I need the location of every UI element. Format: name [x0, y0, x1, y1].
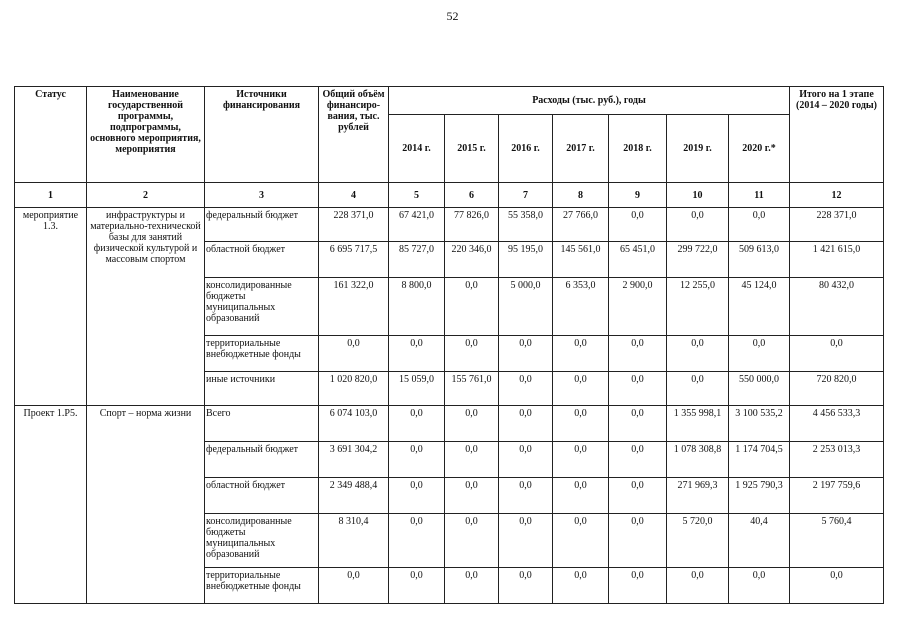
source-cell: территориальные внебюджетные фонды — [205, 336, 319, 372]
year-value-cell: 0,0 — [609, 406, 667, 442]
year-value-cell: 155 761,0 — [445, 372, 499, 406]
year-value-cell: 67 421,0 — [389, 208, 445, 242]
year-value-cell: 0,0 — [609, 372, 667, 406]
source-cell: областной бюджет — [205, 478, 319, 514]
year-value-cell: 0,0 — [499, 372, 553, 406]
stage-total-cell: 228 371,0 — [790, 208, 884, 242]
column-number: 1 — [15, 183, 87, 208]
year-value-cell: 6 353,0 — [553, 278, 609, 336]
status-cell: Проект 1.Р5. — [15, 406, 87, 604]
total-cell: 2 349 488,4 — [319, 478, 389, 514]
year-value-cell: 0,0 — [667, 568, 729, 604]
column-number: 11 — [729, 183, 790, 208]
source-cell: территориальные внебюджетные фонды — [205, 568, 319, 604]
stage-total-cell: 720 820,0 — [790, 372, 884, 406]
year-value-cell: 145 561,0 — [553, 242, 609, 278]
stage-total-cell: 5 760,4 — [790, 514, 884, 568]
year-value-cell: 0,0 — [609, 336, 667, 372]
header-year: 2014 г. — [389, 115, 445, 183]
year-value-cell: 27 766,0 — [553, 208, 609, 242]
total-cell: 6 074 103,0 — [319, 406, 389, 442]
year-value-cell: 0,0 — [389, 406, 445, 442]
year-value-cell: 0,0 — [445, 278, 499, 336]
total-cell: 228 371,0 — [319, 208, 389, 242]
source-cell: федеральный бюджет — [205, 442, 319, 478]
total-cell: 6 695 717,5 — [319, 242, 389, 278]
header-year: 2016 г. — [499, 115, 553, 183]
year-value-cell: 77 826,0 — [445, 208, 499, 242]
year-value-cell: 5 000,0 — [499, 278, 553, 336]
year-value-cell: 0,0 — [389, 568, 445, 604]
source-cell: консолидированные бюджеты муниципальных образований — [205, 278, 319, 336]
year-value-cell: 0,0 — [667, 372, 729, 406]
year-value-cell: 0,0 — [445, 336, 499, 372]
column-number: 6 — [445, 183, 499, 208]
year-value-cell: 0,0 — [389, 442, 445, 478]
year-value-cell: 85 727,0 — [389, 242, 445, 278]
year-value-cell: 45 124,0 — [729, 278, 790, 336]
status-cell: мероприятие 1.3. — [15, 208, 87, 406]
table-body — [15, 208, 884, 604]
year-value-cell: 271 969,3 — [667, 478, 729, 514]
source-cell: консолидированные бюджеты муниципальных образований — [205, 514, 319, 568]
year-value-cell: 0,0 — [499, 442, 553, 478]
total-cell: 161 322,0 — [319, 278, 389, 336]
year-value-cell: 0,0 — [553, 478, 609, 514]
year-value-cell: 509 613,0 — [729, 242, 790, 278]
year-value-cell: 40,4 — [729, 514, 790, 568]
stage-total-cell: 2 253 013,3 — [790, 442, 884, 478]
year-value-cell: 0,0 — [729, 208, 790, 242]
total-cell: 3 691 304,2 — [319, 442, 389, 478]
total-cell: 1 020 820,0 — [319, 372, 389, 406]
column-number: 10 — [667, 183, 729, 208]
year-value-cell: 55 358,0 — [499, 208, 553, 242]
header-year: 2015 г. — [445, 115, 499, 183]
header-total: Общий объём финансиро-вания, тыс. рублей — [319, 87, 389, 183]
year-value-cell: 0,0 — [445, 514, 499, 568]
stage-total-cell: 1 421 615,0 — [790, 242, 884, 278]
header-sources: Источники финансирования — [205, 87, 319, 183]
year-value-cell: 0,0 — [729, 568, 790, 604]
name-cell: Спорт – норма жизни — [87, 406, 205, 604]
year-value-cell: 1 925 790,3 — [729, 478, 790, 514]
year-value-cell: 0,0 — [499, 336, 553, 372]
year-value-cell: 0,0 — [445, 406, 499, 442]
stage-total-cell: 80 432,0 — [790, 278, 884, 336]
year-value-cell: 0,0 — [553, 336, 609, 372]
column-number-row — [15, 183, 884, 208]
year-value-cell: 299 722,0 — [667, 242, 729, 278]
table-row — [15, 406, 884, 442]
stage-total-cell: 2 197 759,6 — [790, 478, 884, 514]
header-year: 2017 г. — [553, 115, 609, 183]
column-number: 12 — [790, 183, 884, 208]
column-number: 7 — [499, 183, 553, 208]
year-value-cell: 0,0 — [609, 568, 667, 604]
header-year: 2020 г.* — [729, 115, 790, 183]
year-value-cell: 0,0 — [445, 442, 499, 478]
year-value-cell: 2 900,0 — [609, 278, 667, 336]
page-number: 52 — [446, 9, 459, 23]
year-value-cell: 12 255,0 — [667, 278, 729, 336]
year-value-cell: 0,0 — [499, 406, 553, 442]
header-year: 2018 г. — [609, 115, 667, 183]
header-name: Наименование государственной программы, подпрограммы, основного мероприятия, мероприятия — [87, 87, 205, 183]
year-value-cell: 0,0 — [729, 336, 790, 372]
year-value-cell: 8 800,0 — [389, 278, 445, 336]
year-value-cell: 0,0 — [609, 442, 667, 478]
year-value-cell: 0,0 — [553, 372, 609, 406]
year-value-cell: 0,0 — [389, 514, 445, 568]
year-value-cell: 0,0 — [609, 478, 667, 514]
year-value-cell: 65 451,0 — [609, 242, 667, 278]
column-number: 4 — [319, 183, 389, 208]
year-value-cell: 0,0 — [445, 568, 499, 604]
year-value-cell: 0,0 — [553, 514, 609, 568]
table-row — [15, 208, 884, 242]
year-value-cell: 5 720,0 — [667, 514, 729, 568]
column-number: 5 — [389, 183, 445, 208]
financing-table — [14, 86, 884, 604]
year-value-cell: 1 355 998,1 — [667, 406, 729, 442]
year-value-cell: 0,0 — [553, 568, 609, 604]
year-value-cell: 1 174 704,5 — [729, 442, 790, 478]
year-value-cell: 0,0 — [667, 336, 729, 372]
year-value-cell: 0,0 — [445, 478, 499, 514]
year-value-cell: 0,0 — [499, 478, 553, 514]
source-cell: Всего — [205, 406, 319, 442]
year-value-cell: 0,0 — [389, 478, 445, 514]
stage-total-cell: 0,0 — [790, 336, 884, 372]
year-value-cell: 0,0 — [667, 208, 729, 242]
source-cell: областной бюджет — [205, 242, 319, 278]
year-value-cell: 0,0 — [553, 442, 609, 478]
year-value-cell: 15 059,0 — [389, 372, 445, 406]
stage-total-cell: 4 456 533,3 — [790, 406, 884, 442]
year-value-cell: 0,0 — [553, 406, 609, 442]
header-status: Статус — [15, 87, 87, 183]
column-number: 8 — [553, 183, 609, 208]
column-number: 3 — [205, 183, 319, 208]
year-value-cell: 0,0 — [609, 208, 667, 242]
year-value-cell: 0,0 — [499, 514, 553, 568]
header-expenses: Расходы (тыс. руб.), годы — [389, 87, 790, 115]
year-value-cell: 3 100 535,2 — [729, 406, 790, 442]
year-value-cell: 0,0 — [609, 514, 667, 568]
year-value-cell: 1 078 308,8 — [667, 442, 729, 478]
year-value-cell: 95 195,0 — [499, 242, 553, 278]
column-number: 9 — [609, 183, 667, 208]
year-value-cell: 0,0 — [499, 568, 553, 604]
total-cell: 0,0 — [319, 336, 389, 372]
year-value-cell: 550 000,0 — [729, 372, 790, 406]
header-year: 2019 г. — [667, 115, 729, 183]
year-value-cell: 0,0 — [389, 336, 445, 372]
source-cell: иные источники — [205, 372, 319, 406]
source-cell: федеральный бюджет — [205, 208, 319, 242]
name-cell: инфраструктуры и материально-технической базы для занятий физической культурой и массовым спортом — [87, 208, 205, 406]
header-stage-total: Итого на 1 этапе (2014 – 2020 годы) — [790, 87, 884, 183]
year-value-cell: 220 346,0 — [445, 242, 499, 278]
total-cell: 0,0 — [319, 568, 389, 604]
column-number: 2 — [87, 183, 205, 208]
total-cell: 8 310,4 — [319, 514, 389, 568]
stage-total-cell: 0,0 — [790, 568, 884, 604]
